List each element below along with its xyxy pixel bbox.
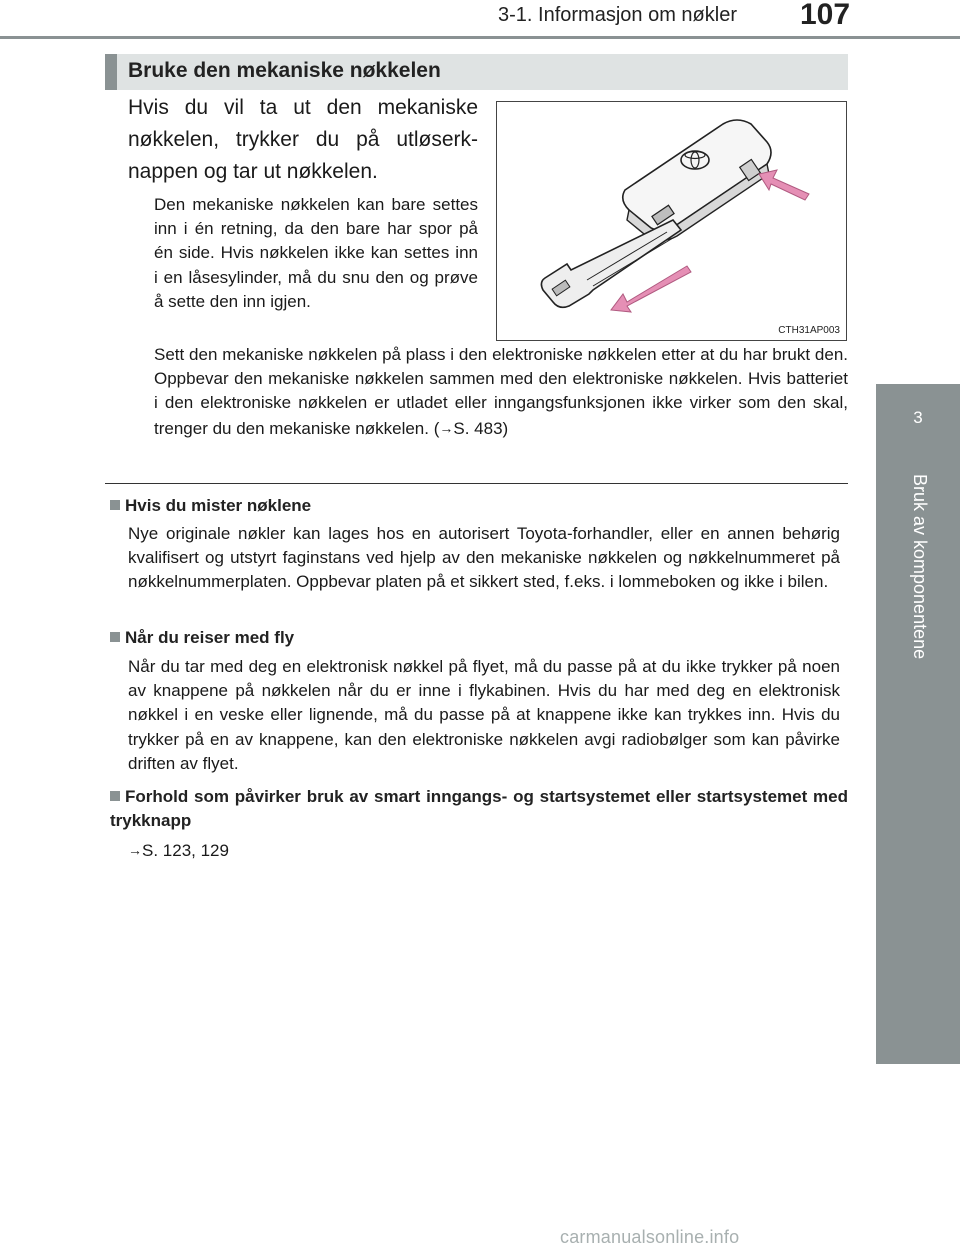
item-title-flying: Når du reiser med fly	[110, 628, 294, 648]
square-bullet-icon	[110, 791, 120, 801]
reference-arrow-icon: →	[128, 842, 142, 858]
square-bullet-icon	[110, 632, 120, 642]
section-heading-accent	[105, 54, 117, 90]
reference-arrow-icon: →	[439, 419, 454, 436]
note-paragraph-2: Sett den mekaniske nøkkelen på plass i den elektroniske nøkkelen etter at du har brukt den. Oppbevar den mekaniske nøkkelen sammen med den elektroniske nøkkelen. Hvis batteriet i den elektroniske nøkkelen er utladet eller inngangsfunksjonen ikke virker som den skal, trenger du den mekaniske nøkkelen. (→S. 483)	[154, 345, 848, 438]
note-paragraph-1: Den mekaniske nøkkelen kan bare settes inn i én retning, da den bare har spor på én side. Hvis nøkkelen ikke kan settes inn i en låsesylinder, må du snu den og prøve å sette den inn igjen.	[154, 195, 478, 311]
square-bullet-icon	[110, 500, 120, 510]
item-text-flying: Når du tar med deg en elektronisk nøkkel på flyet, må du passe på at du ikke trykker på noen av knappene på nøkkelen når du er inne i flykabinen. Hvis du har med deg en elektronisk nøkkel i en veske eller lignende, må du passe på at knappene ikke kan trykkes inn. Hvis du trykker på en av knappene, kan den elektroniske nøkkelen avgi radiobølger som kan påvirke driften av flyet.	[128, 657, 840, 773]
page-number: 107	[800, 0, 851, 31]
item-title-conditions: Forhold som påvirker bruk av smart inngangs- og startsystemet eller startsystemet med trykknapp	[110, 787, 848, 830]
chapter-title-vertical	[900, 474, 930, 684]
header-rule	[0, 36, 960, 39]
running-header-section: 3-1. Informasjon om nøkler	[498, 4, 737, 26]
pull-arrow-icon	[611, 266, 691, 312]
watermark: carmanualsonline.info	[560, 1227, 740, 1247]
lead-paragraph: Hvis du vil ta ut den mekaniske nøkkelen, trykker du på utløserknappen og tar ut nøkkelen.	[128, 96, 478, 183]
section-divider	[105, 483, 848, 484]
smart-key-drawing	[497, 102, 846, 340]
chapter-title: Bruk av komponentene	[910, 474, 930, 660]
chapter-number: 3	[913, 408, 923, 427]
figure-code: CTH31AP003	[778, 325, 840, 336]
section-title: Bruke den mekaniske nøkkelen	[128, 59, 441, 82]
item-title-lost-keys: Hvis du mister nøklene	[110, 496, 311, 516]
key-illustration	[496, 101, 847, 341]
mechanical-key	[541, 220, 681, 307]
item-ref-conditions: →S. 123, 129	[128, 841, 229, 860]
press-arrow-icon	[759, 170, 809, 200]
item-text-lost-keys: Nye originale nøkler kan lages hos en autorisert Toyota-forhandler, eller en annen behørig kvalifisert og utstyrt faginstans ved hjelp av den mekaniske nøkkelen og nøkkelnummeret på nøkkelnummerplaten. Oppbevar platen på et sikkert sted, f.eks. i lommeboken og ikke i bilen.	[128, 524, 840, 592]
